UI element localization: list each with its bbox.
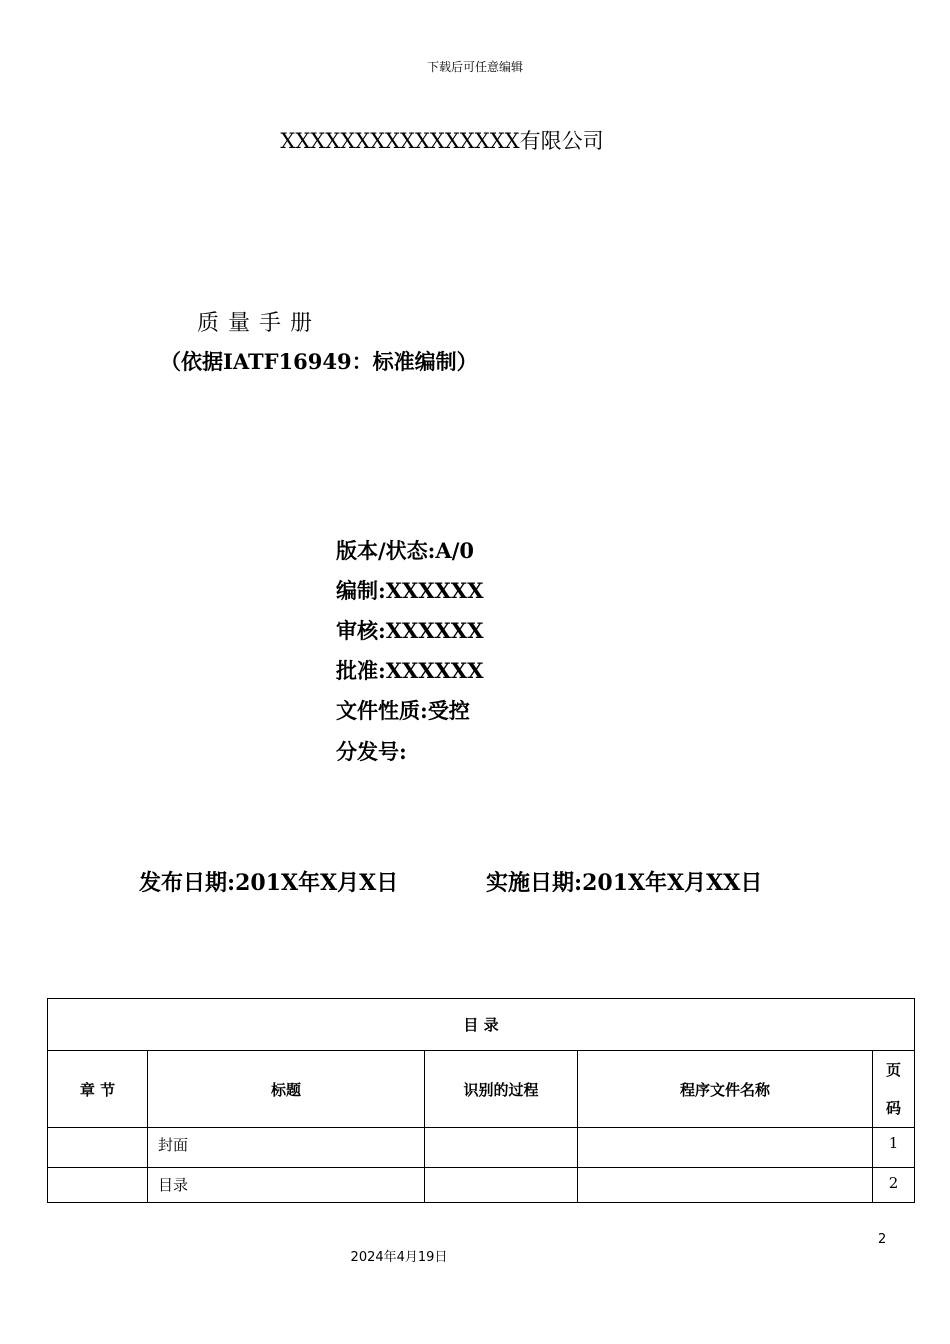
toc-title: 目 录 [48,999,915,1051]
compiled-by: 编制:XXXXXX [336,578,484,603]
version-status: 版本/状态:A/0 [336,538,474,563]
header-page-top: 页 [886,1061,902,1079]
header-process: 识别的过程 [425,1051,578,1128]
release-date: 发布日期:201X年X月X日 [139,870,399,896]
document-nature: 文件性质:受控 [336,698,470,723]
header-page [873,1051,915,1128]
row-procedure [578,1128,873,1168]
row-chapter [48,1168,148,1203]
distribution-number: 分发号: [336,739,407,764]
page-number: 2 [878,1232,887,1247]
footer-date: 2024年4月19日 [350,1250,448,1265]
toc-header-row [48,1051,915,1128]
row-page: 1 [873,1128,915,1168]
row-page: 2 [873,1168,915,1203]
approved-by: 批准:XXXXXX [336,658,484,683]
manual-subtitle: （依据IATF16949：标准编制） [160,349,478,374]
row-chapter [48,1128,148,1168]
reviewed-by: 审核:XXXXXX [336,618,484,643]
row-heading: 目录 [148,1168,425,1203]
toc-table [47,998,915,1203]
effective-date: 实施日期:201X年X月XX日 [486,870,763,896]
row-process [425,1168,578,1203]
header-note: 下载后可任意编辑 [426,60,523,74]
table-row [48,1128,915,1168]
table-row [48,1168,915,1203]
row-heading: 封面 [148,1128,425,1168]
row-procedure [578,1168,873,1203]
header-heading: 标题 [148,1051,425,1128]
header-chapter: 章 节 [48,1051,148,1128]
header-procedure: 程序文件名称 [578,1051,873,1128]
row-process [425,1128,578,1168]
header-page-bottom: 码 [886,1099,902,1117]
company-name: XXXXXXXXXXXXXXXX有限公司 [280,129,604,153]
manual-title: 质量手册 [197,311,322,336]
